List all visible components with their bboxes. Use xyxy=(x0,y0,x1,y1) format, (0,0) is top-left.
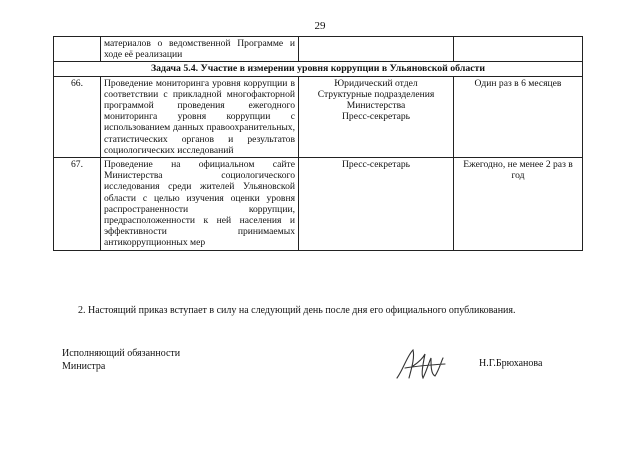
term-cell: Один раз в 6 месяцев xyxy=(454,76,583,157)
responsible-line: Пресс-секретарь xyxy=(341,159,411,171)
responsible-cell xyxy=(299,76,454,157)
signatory-title-line: Министра xyxy=(62,361,106,372)
table-row xyxy=(54,158,583,251)
measure-text: Проведение на официальном сайте Министерства социологического исследования среди жителей Ульяновской области с целью изучения оценки уровня распространенности коррупции, предрасположенности к ней населения и эффективности принимаемых антикоррупционных мер xyxy=(101,158,299,251)
task-title: Задача 5.4. Участие в измерении уровня коррупции в Ульяновской области xyxy=(54,62,583,76)
row-number xyxy=(54,37,101,62)
table-row xyxy=(54,76,583,157)
handwritten-signature xyxy=(393,344,451,384)
order-paragraph: 2. Настоящий приказ вступает в силу на следующий день после дня его официального опубликования. xyxy=(78,305,516,316)
term-cell xyxy=(454,37,583,62)
signatory-title xyxy=(62,347,180,373)
measure-text: материалов о ведомственной Программе и ходе её реализации xyxy=(101,37,299,62)
responsible-cell xyxy=(299,37,454,62)
signatory-title-line: Исполняющий обязанности xyxy=(62,348,181,359)
row-number: 67. xyxy=(54,158,101,251)
page-number: 29 xyxy=(314,20,326,32)
task-heading-row xyxy=(54,62,583,76)
responsible-line: Структурные подразделения xyxy=(317,88,435,100)
table-row xyxy=(54,37,583,62)
term-cell: Ежегодно, не менее 2 раз в год xyxy=(454,158,583,251)
row-number: 66. xyxy=(54,76,101,157)
responsible-cell xyxy=(299,158,454,251)
measure-text: Проведение мониторинга уровня коррупции в соответствии с прикладной многофакторной программой проведения ежегодного мониторинга уровня коррупции с использованием данных правоохранительных, статистических органов и результатов социологических исследований xyxy=(101,76,299,157)
responsible-line: Пресс-секретарь xyxy=(341,111,411,123)
measures-table xyxy=(53,36,583,251)
signatory-name: Н.Г.Брюханова xyxy=(479,358,543,369)
responsible-line: Юридический отдел xyxy=(334,77,418,89)
responsible-line: Министерства xyxy=(346,100,406,112)
